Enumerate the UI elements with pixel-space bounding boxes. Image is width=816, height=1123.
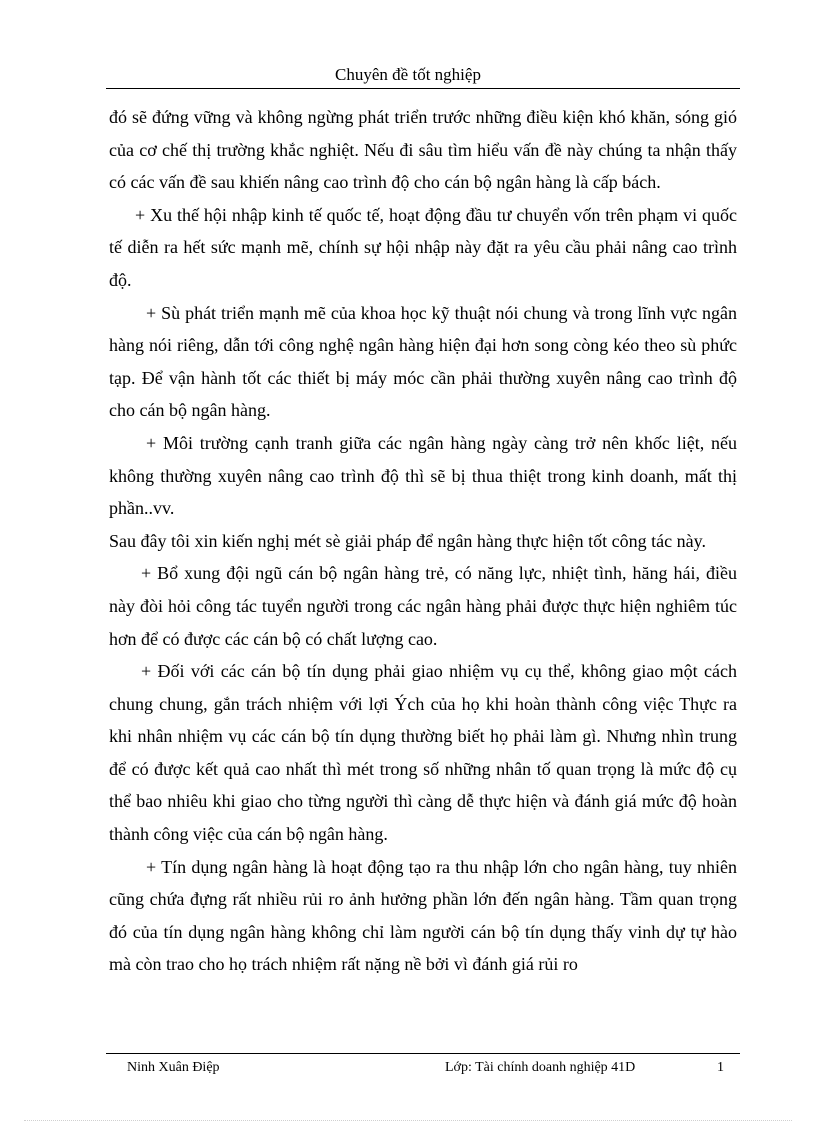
paragraph-6: + Bổ xung đội ngũ cán bộ ngân hàng trẻ, có năng lực, nhiệt tình, hăng hái, điều này đòi hỏi công tác tuyển người trong các ngân hàng phải được thực hiện nghiêm túc hơn để có được các cán bộ có chất lượng cao. bbox=[109, 563, 737, 649]
header-divider bbox=[106, 88, 740, 89]
document-body bbox=[109, 101, 737, 981]
paragraph-4: + Môi trường cạnh tranh giữa các ngân hàng ngày càng trở nên khốc liệt, nếu không thường xuyên nâng cao trình độ thì sẽ bị thua thiệt trong kinh doanh, mất thị phần..vv. bbox=[109, 432, 737, 519]
paragraph-2: + Xu thế hội nhập kinh tế quốc tế, hoạt động đầu tư chuyển vốn trên phạm vi quốc tế diễn ra hết sức mạnh mẽ, chính sự hội nhập này đặt ra yêu cầu phải nâng cao trình độ. bbox=[109, 204, 737, 290]
paragraph-8: + Tín dụng ngân hàng là hoạt động tạo ra thu nhập lớn cho ngân hàng, tuy nhiên cũng chứa đựng rất nhiều rủi ro ảnh hưởng phần lớn đến ngân hàng. Tầm quan trọng đó của tín dụng ngân hàng không chỉ làm người cán bộ tín dụng thấy vinh dự tự hào mà còn trao cho họ trách nhiệm rất nặng nề bởi vì đánh giá rủi ro bbox=[109, 856, 737, 975]
paragraph-5: Sau đây tôi xin kiến nghị mét sè giải pháp để ngân hàng thực hiện tốt công tác này. bbox=[109, 530, 706, 551]
paragraph-7: + Đối với các cán bộ tín dụng phải giao nhiệm vụ cụ thể, không giao một cách chung chung, gắn trách nhiệm với lợi Ých của họ khi hoàn thành công việc Thực ra khi nhân nhiệm vụ các cán bộ tín dụng thường biết họ phải làm gì. Nhưng nhìn trung để có được kết quả cao nhất thì mét trong số những nhân tố quan trọng là mức độ cụ thể bao nhiêu khi giao cho từng người thì càng dễ thực hiện và đánh giá mức độ hoàn thành công việc của cán bộ ngân hàng. bbox=[109, 661, 737, 845]
footer-author: Ninh Xuân Điệp bbox=[127, 1060, 220, 1075]
footer-class: Lớp: Tài chính doanh nghiệp 41D bbox=[445, 1060, 636, 1075]
page-number: 1 bbox=[717, 1060, 724, 1075]
footer-divider bbox=[106, 1053, 740, 1054]
page-edge-divider bbox=[24, 1120, 792, 1121]
paragraph-1: đó sẽ đứng vững và không ngừng phát triển trước những điều kiện khó khăn, sóng gió của cơ chế thị trường khắc nghiệt. Nếu đi sâu tìm hiểu vấn đề này chúng ta nhận thấy có các vấn đề sau khiến nâng cao trình độ cho cán bộ ngân hàng là cấp bách. bbox=[109, 107, 737, 193]
paragraph-3: + Sù phát triển mạnh mẽ của khoa học kỹ thuật nói chung và trong lĩnh vực ngân hàng nói riêng, dẫn tới công nghệ ngân hàng hiện đại hơn song còng kéo theo sù phức tạp. Để vận hành tốt các thiết bị máy móc cần phải thường xuyên nâng cao trình độ cho cán bộ ngân hàng. bbox=[109, 302, 737, 421]
page-header-title: Chuyên đề tốt nghiệp bbox=[335, 65, 481, 84]
